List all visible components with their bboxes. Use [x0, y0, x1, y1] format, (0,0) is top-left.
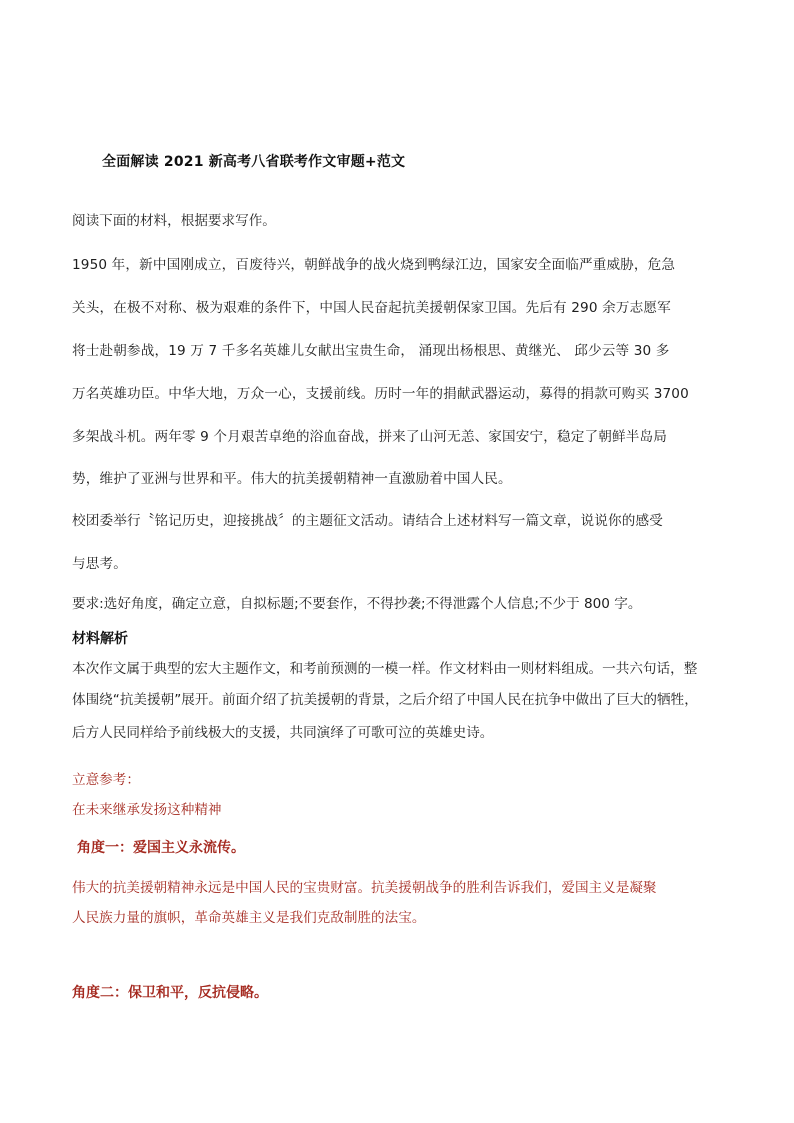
- material-line: 多架战斗机。两年零 9 个月艰苦卓绝的浴血奋战，拼来了山河无恙、家国安宁，稳定了朝鲜半岛局: [72, 429, 667, 445]
- material-line: 势，维护了亚洲与世界和平。伟大的抗美援朝精神一直激励着中国人民。: [72, 471, 512, 487]
- angle-one-line: 伟大的抗美援朝精神永远是中国人民的宝贵财富。抗美援朝战争的胜利告诉我们，爱国主义是凝聚: [72, 880, 657, 896]
- task-line: 与思考。: [72, 556, 127, 572]
- requirement-text: 要求:选好角度，确定立意，自拟标题;不要套作，不得抄袭;不得泄露个人信息;不少于 800 字。: [72, 596, 642, 612]
- angle-one-heading: 角度一：爱国主义永流传。: [77, 840, 245, 856]
- analysis-line: 本次作文属于典型的宏大主题作文，和考前预测的一模一样。作文材料由一则材料组成。一共六句话，整: [72, 661, 698, 677]
- material-line: 万名英雄功臣。中华大地，万众一心，支援前线。历时一年的捐献武器运动，募得的捐款可购买 3700: [72, 386, 689, 402]
- material-line: 关头，在极不对称、极为艰难的条件下，中国人民奋起抗美援朝保家卫国。先后有 290 余万志愿军: [72, 300, 671, 316]
- ideas-label: 立意参考：: [72, 772, 140, 788]
- angle-two-heading: 角度二：保卫和平，反抗侵略。: [72, 985, 268, 1001]
- task-line: 校团委举行〝铭记历史，迎接挑战〞的主题征文活动。请结合上述材料写一篇文章，说说你的感受: [72, 513, 663, 529]
- ideas-main: 在未来继承发扬这种精神: [72, 802, 222, 818]
- analysis-line: 体围绕“抗美援朝”展开。前面介绍了抗美援朝的背景，之后介绍了中国人民在抗争中做出了巨大的牺牲，: [72, 692, 698, 708]
- analysis-line: 后方人民同样给予前线极大的支援，共同演绎了可歌可泣的英雄史诗。: [72, 725, 494, 741]
- prompt-intro: 阅读下面的材料，根据要求写作。: [72, 213, 276, 229]
- document-title: 全面解读 2021 新高考八省联考作文审题+范文: [102, 154, 406, 170]
- angle-one-line: 人民族力量的旗帜，革命英雄主义是我们克敌制胜的法宝。: [72, 910, 426, 926]
- material-line: 1950 年，新中国刚成立，百废待兴，朝鲜战争的战火烧到鸭绿江边，国家安全面临严重威胁，危急: [72, 257, 676, 273]
- material-line: 将士赴朝参战，19 万 7 千多名英雄儿女献出宝贵生命， 涌现出杨根思、黄继光、 邱少云等 30 多: [72, 343, 670, 359]
- analysis-heading: 材料解析: [72, 631, 128, 647]
